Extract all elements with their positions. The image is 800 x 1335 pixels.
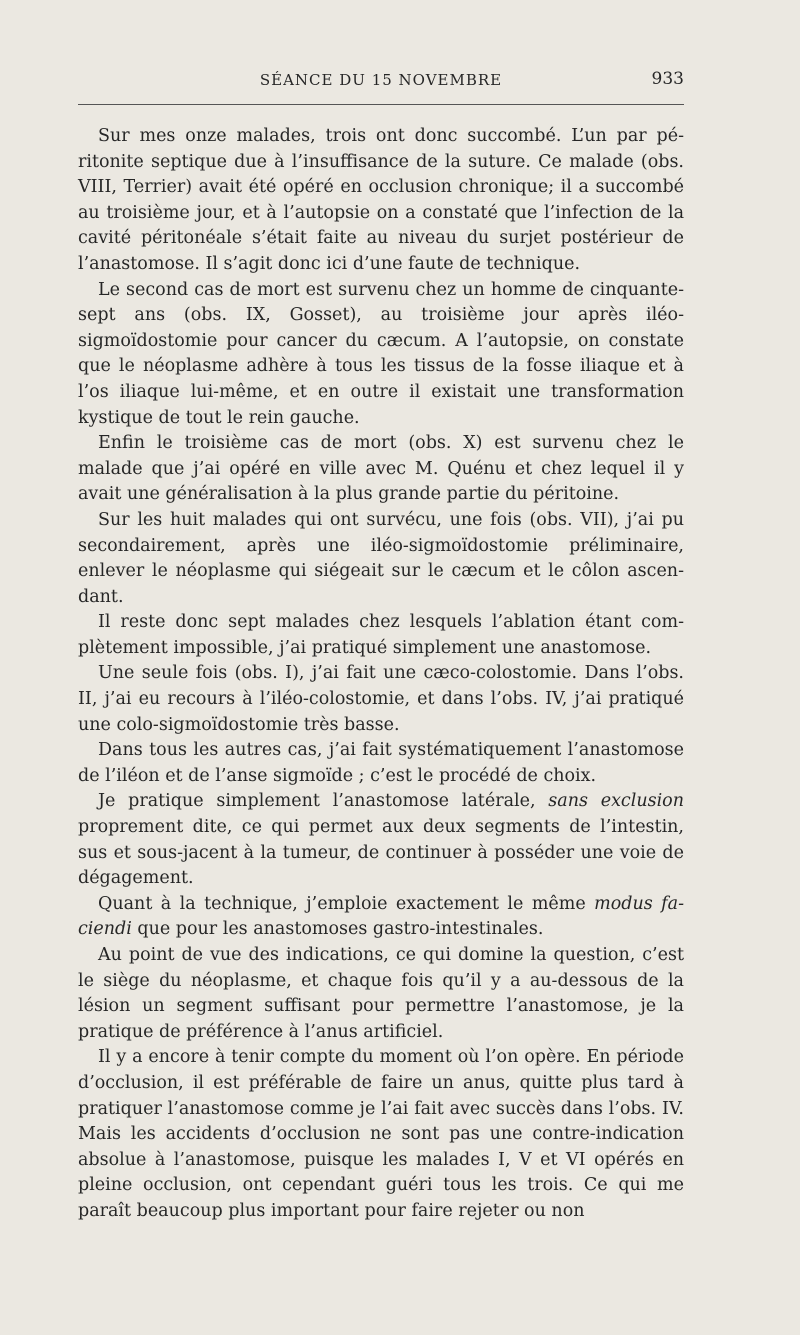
- paragraph-2: Le second cas de mort est survenu chez un homme de cinquante-sept ans (obs. IX, Gosset), au troisième jour après iléo-sigmoïdostomie pour cancer du cæcum. A l’autopsie, on constate que le néoplasme adhère à tous les tissus de la fosse iliaque et à l’os iliaque lui-même, et en outre il existait une transformation kystique de tout le rein gauche.: [78, 279, 684, 428]
- running-head: [78, 67, 684, 97]
- paragraph-5: Il reste donc sept malades chez lesquels l’ablation étant complètement impossible, j’ai pratiqué simplement une anastomose.: [78, 612, 684, 658]
- paragraph-8-italic: sans exclusion: [548, 791, 684, 812]
- paragraph-7: Dans tous les autres cas, j’ai fait systématiquement l’anastomose de l’iléon et de l’anse sigmoïde ; c’est le procédé de choix.: [78, 740, 684, 786]
- paragraph-8: [78, 789, 684, 891]
- paragraph-9-italic: modus faciendi: [78, 893, 684, 940]
- paragraph-3: Enfin le troisième cas de mort (obs. X) est survenu chez le malade que j’ai opéré en ville avec M. Quénu et chez lequel il y avait une généralisation à la plus grande partie du péritoine.: [78, 433, 684, 505]
- paragraph-11: Il y a encore à tenir compte du moment où l’on opère. En période d’occlusion, il est préférable de faire un anus, quitte plus tard à pratiquer l’anastomose comme je l’ai fait avec succès dans l’obs. IV. Mais les accidents d’occlusion ne sont pas une contre-indication absolue à l’anastomose, puisque les malades I, V et VI opérés en pleine occlusion, ont cependant guéri tous les trois. Ce qui me paraît beaucoup plus important pour faire rejeter ou non: [78, 1047, 684, 1221]
- paragraph-9: [78, 892, 684, 943]
- paragraph-8-text-end: proprement dite, ce qui permet aux deux segments de l’intestin, sus et sous-jacent à la tumeur, de continuer à posséder une voie de dégagement.: [78, 817, 684, 889]
- paragraph-9-text: Quant à la technique, j’emploie exactement le même: [98, 893, 595, 914]
- page-number: 933: [651, 69, 684, 89]
- paragraph-6: Une seule fois (obs. I), j’ai fait une cæco-colostomie. Dans l’obs. II, j’ai eu recours à l’iléo-colostomie, et dans l’obs. IV, j’ai pratiqué une colo-sigmoïdostomie très basse.: [78, 663, 684, 735]
- header-rule: [78, 104, 684, 105]
- paragraph-9-text-end: que pour les anastomoses gastro-intestinales.: [131, 919, 544, 940]
- paragraph-10: Au point de vue des indications, ce qui domine la question, c’est le siège du néoplasme, et chaque fois qu’il y a au-dessous de la lésion un segment suffisant pour permettre l’anastomose, je la pratique de préférence à l’anus artificiel.: [78, 945, 684, 1042]
- body-text: [78, 124, 684, 1225]
- paragraph-8-text: Je pratique simplement l’anastomose latérale,: [98, 791, 549, 812]
- paragraph-4: Sur les huit malades qui ont survécu, une fois (obs. VII), j’ai pu secondairement, après une iléo-sigmoïdostomie préliminaire, enlever le néoplasme qui siégeait sur le cæcum et le côlon ascendant.: [78, 509, 684, 607]
- paragraph-1: Sur mes onze malades, trois ont donc succombé. L’un par péritonite septique due à l’insuffisance de la suture. Ce malade (obs. VIII, Terrier) avait été opéré en occlusion chronique; il a succombé au troisième jour, et à l’autopsie on a constaté que l’infection de la cavité péritonéale s’était faite au niveau du surjet postérieur de l’anastomose. Il s’agit donc ici d’une faute de technique.: [78, 126, 684, 274]
- running-head-title: SÉANCE DU 15 NOVEMBRE: [259, 71, 503, 89]
